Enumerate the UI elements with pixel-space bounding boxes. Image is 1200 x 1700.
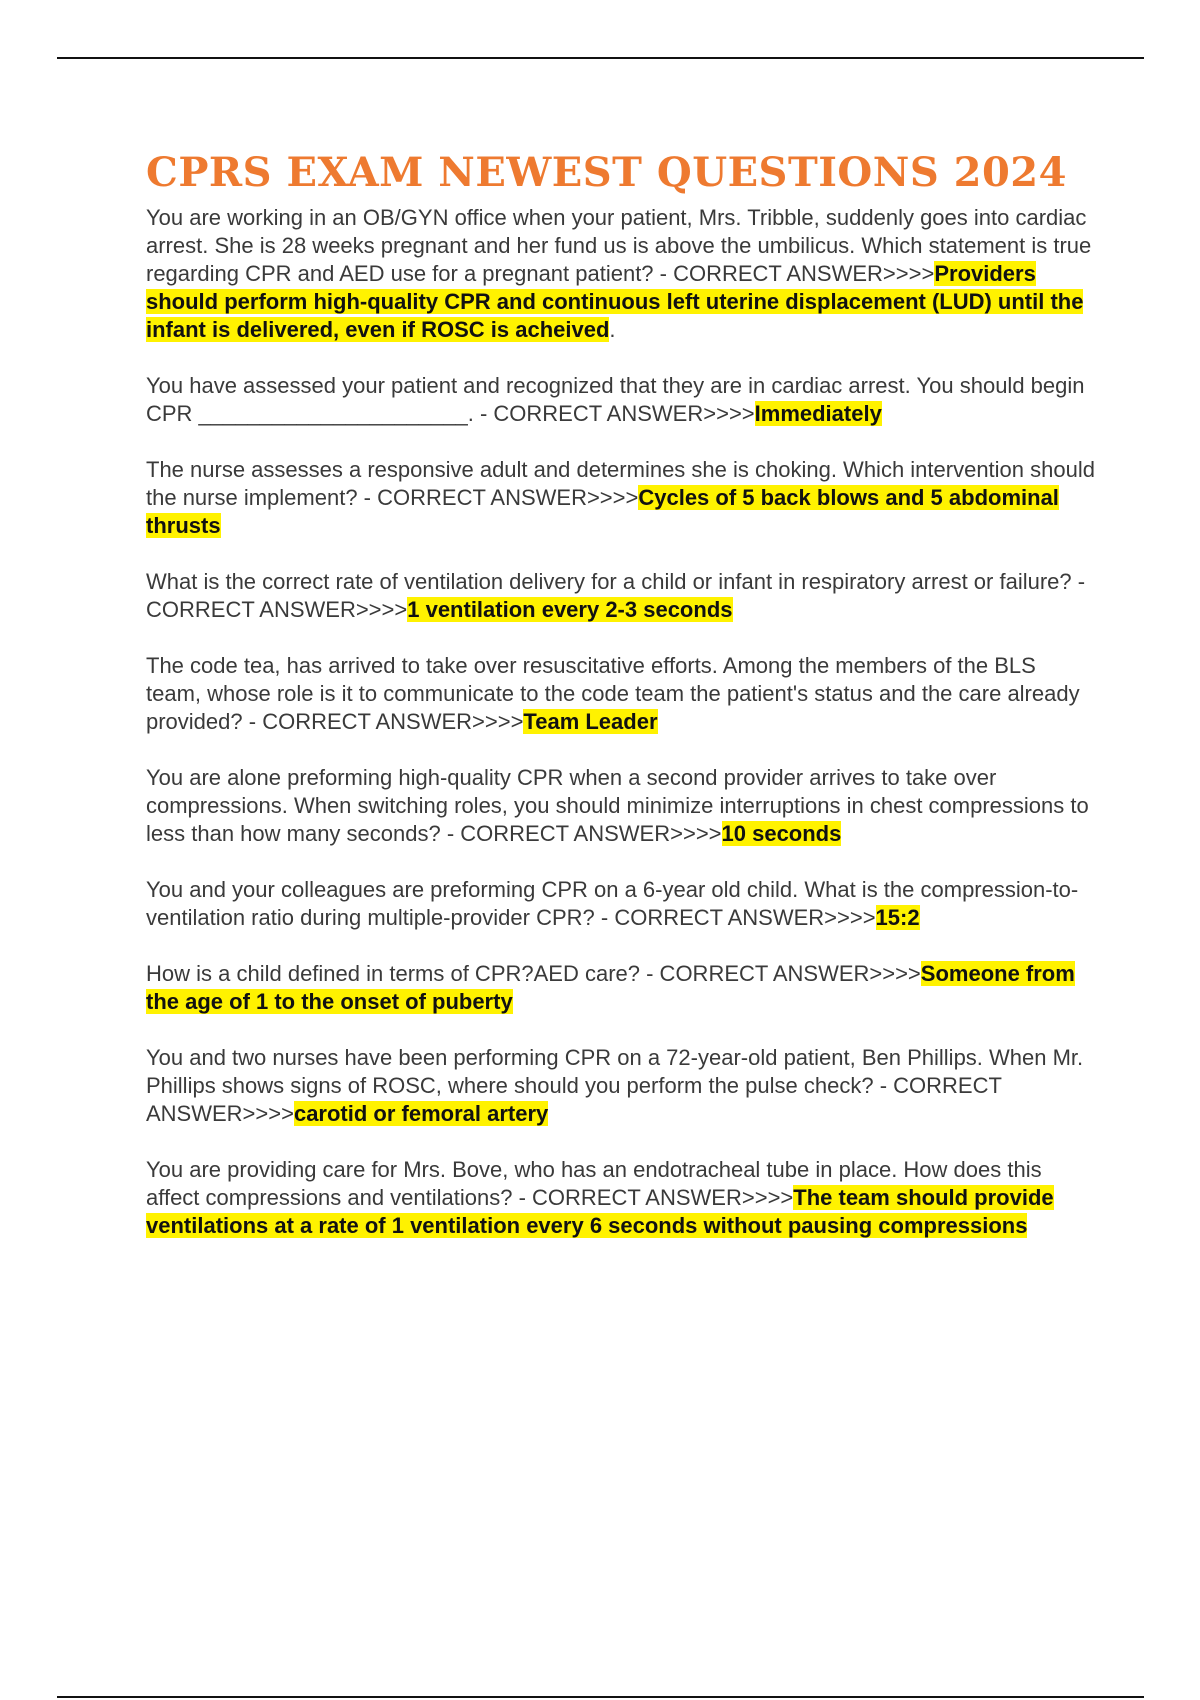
- answer-prefix: - CORRECT ANSWER>>>>: [594, 905, 876, 930]
- answer-prefix: - CORRECT ANSWER>>>>: [357, 485, 639, 510]
- answer-trailing: .: [609, 317, 616, 342]
- document-body: [146, 146, 1096, 1268]
- answer-highlight: 15:2: [875, 905, 920, 930]
- question-text: You are providing care for Mrs. Bove, who has an endotracheal tube in place. How does this affect compressions and ventilations?: [146, 1157, 1042, 1210]
- answer-highlight: Providers should perform high-quality CPR and continuous left uterine displacement (LUD) until the infant is delivered, even if ROSC is acheived: [146, 261, 1084, 342]
- qa-item: [146, 876, 1096, 932]
- answer-highlight: Immediately: [754, 401, 882, 426]
- answer-prefix: - CORRECT ANSWER>>>>: [146, 1073, 1002, 1126]
- question-text: You have assessed your patient and recognized that they are in cardiac arrest. You should begin CPR ______________________.: [146, 373, 1085, 426]
- answer-prefix: - CORRECT ANSWER>>>>: [653, 261, 935, 286]
- answer-highlight: Someone from the age of 1 to the onset of puberty: [146, 961, 1075, 1014]
- answer-prefix: - CORRECT ANSWER>>>>: [473, 401, 755, 426]
- top-rule: [57, 57, 1144, 59]
- document-title: CPRS EXAM NEWEST QUESTIONS 2024: [146, 149, 1067, 196]
- qa-item: [146, 764, 1096, 848]
- qa-item: [146, 652, 1096, 736]
- answer-prefix: - CORRECT ANSWER>>>>: [242, 709, 524, 734]
- question-text: You and two nurses have been performing CPR on a 72-year-old patient, Ben Phillips. When Mr. Phillips shows signs of ROSC, where should you perform the pulse check?: [146, 1045, 1084, 1098]
- question-text: How is a child defined in terms of CPR?AED care?: [146, 961, 640, 986]
- qa-item: [146, 1044, 1096, 1128]
- answer-prefix: - CORRECT ANSWER>>>>: [440, 821, 722, 846]
- answer-prefix: - CORRECT ANSWER>>>>: [640, 961, 921, 986]
- question-text: What is the correct rate of ventilation delivery for a child or infant in respiratory arrest or failure?: [146, 569, 1072, 594]
- answer-highlight: carotid or femoral artery: [293, 1101, 549, 1126]
- bottom-rule: [57, 1696, 1144, 1698]
- answer-highlight: Team Leader: [523, 709, 658, 734]
- qa-item: [146, 372, 1096, 428]
- question-text: You and your colleagues are preforming CPR on a 6-year old child. What is the compression-to-ventilation ratio during multiple-provider CPR?: [146, 877, 1079, 930]
- answer-highlight: 1 ventilation every 2-3 seconds: [407, 597, 733, 622]
- qa-item: [146, 456, 1096, 540]
- answer-prefix: - CORRECT ANSWER>>>>: [146, 569, 1086, 622]
- question-text: You are working in an OB/GYN office when your patient, Mrs. Tribble, suddenly goes into cardiac arrest. She is 28 weeks pregnant and her fund us is above the umbilicus. Which statement is true regarding CPR and AED use for a pregnant patient?: [146, 205, 1092, 286]
- answer-highlight: The team should provide ventilations at a rate of 1 ventilation every 6 seconds without pausing compressions: [146, 1185, 1054, 1238]
- qa-item: [146, 204, 1096, 344]
- qa-item: [146, 960, 1096, 1016]
- qa-item: [146, 1156, 1096, 1240]
- question-text: The code tea, has arrived to take over resuscitative efforts. Among the members of the BLS team, whose role is it to communicate to the code team the patient's status and the care already provided?: [146, 653, 1080, 734]
- question-text: You are alone preforming high-quality CPR when a second provider arrives to take over compressions. When switching roles, you should minimize interruptions in chest compressions to less than how many seconds?: [146, 765, 1089, 846]
- qa-item: [146, 568, 1096, 624]
- answer-highlight: 10 seconds: [721, 821, 842, 846]
- answer-highlight: Cycles of 5 back blows and 5 abdominal thrusts: [146, 485, 1059, 538]
- question-text: The nurse assesses a responsive adult and determines she is choking. Which intervention should the nurse implement?: [146, 457, 1095, 510]
- answer-prefix: - CORRECT ANSWER>>>>: [512, 1185, 794, 1210]
